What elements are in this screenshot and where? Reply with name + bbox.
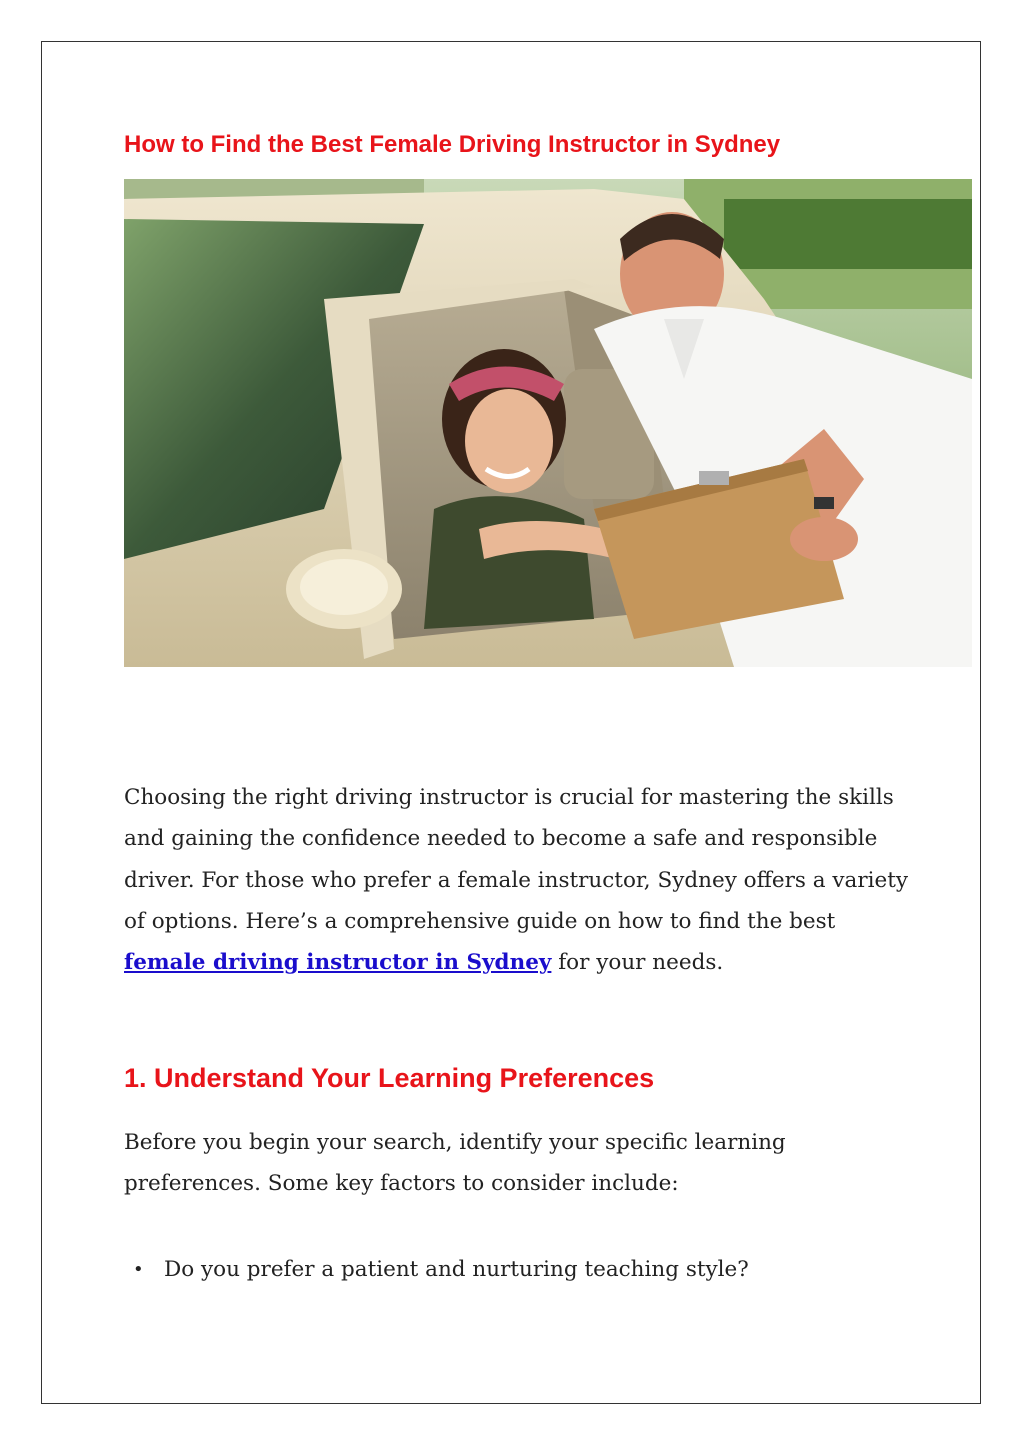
intro-text-before-link: Choosing the right driving instructor is crucial for mastering the skills and gaining the confidence needed to become a safe and responsible driver. For those who prefer a female instructor, Sydney offers a variety of options. Here’s a comprehensive guide on how to find the best — [124, 785, 909, 934]
section-paragraph: Before you begin your search, identify your specific learning preferences. Some key factors to consider include: — [124, 1130, 786, 1197]
list-item-text: Do you prefer a patient and nurturing teaching style? — [164, 1257, 749, 1282]
intro-text-after-link: for your needs. — [551, 950, 724, 976]
intro-paragraph — [124, 777, 914, 983]
driving-lesson-photo — [124, 179, 972, 667]
preferences-list — [124, 1249, 914, 1290]
bullet-icon: • — [133, 1259, 144, 1280]
female-instructor-link[interactable]: female driving instructor in Sydney — [124, 950, 552, 976]
document-title: How to Find the Best Female Driving Instructor in Sydney — [124, 131, 781, 158]
section-heading: 1. Understand Your Learning Preferences — [124, 1063, 655, 1093]
list-item — [124, 1249, 914, 1290]
